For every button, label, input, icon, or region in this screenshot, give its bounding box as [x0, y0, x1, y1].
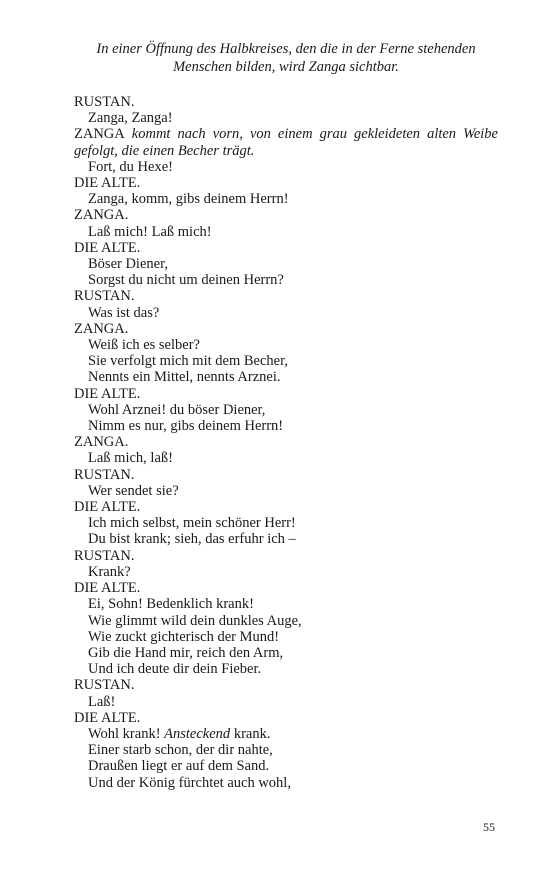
verse-line: Nennts ein Mittel, nennts Arznei. [88, 369, 281, 386]
verse-line: Gib die Hand mir, reich den Arm, [88, 644, 284, 661]
verse-line: Sorgst du nicht um deinen Herrn? [88, 272, 284, 289]
verse-line: Böser Diener, [88, 256, 168, 273]
speaker-name: RUSTAN. [74, 677, 135, 694]
verse-line: Wohl Arznei! du böser Diener, [88, 401, 266, 418]
verse-line: Laß mich, laß! [88, 450, 173, 467]
verse-line: Laß! [88, 693, 116, 710]
verse-line: Zanga, komm, gibs deinem Herrn! [88, 191, 289, 208]
speaker-name: DIE ALTE. [74, 499, 141, 516]
verse-line: Zanga, Zanga! [88, 110, 173, 127]
verse-line: Und ich deute dir dein Fieber. [88, 661, 262, 678]
verse-line: Nimm es nur, gibs deinem Herrn! [88, 418, 284, 435]
direction-text: kommt nach vorn, von einem grau gekleideten alten Weibe gefolgt, die einen Becher trägt. [74, 126, 498, 159]
verse-line: Wie glimmt wild dein dunkles Auge, [88, 612, 302, 629]
verse-line: Weiß ich es selber? [88, 337, 200, 354]
page-body [74, 40, 498, 791]
verse-line: Fort, du Hexe! [88, 158, 173, 175]
speaker-name: RUSTAN. [74, 94, 135, 110]
verse-line: Wie zuckt gichterisch der Mund! [88, 628, 280, 645]
verse-line: Einer starb schon, der dir nahte, [88, 742, 273, 759]
verse-line: Laß mich! Laß mich! [88, 223, 212, 240]
verse-line: Ich mich selbst, mein schöner Herr! [88, 515, 296, 532]
verse-line: Und der König fürchtet auch wohl, [88, 774, 291, 791]
speaker-name: ZANGA. [74, 434, 129, 451]
stage-direction-inline [74, 126, 498, 158]
speaker-name: DIE ALTE. [74, 385, 141, 402]
verse-line: Krank? [88, 563, 131, 580]
speaker-name: RUSTAN. [74, 288, 135, 305]
dialogue [74, 94, 498, 791]
speaker-name: ZANGA. [74, 207, 129, 224]
verse-line: Wer sendet sie? [88, 482, 179, 499]
stage-direction: In einer Öffnung des Halbkreises, den die in der Ferne stehenden Menschen bilden, wird Zanga sichtbar. [96, 41, 476, 75]
speaker-name: ZANGA. [74, 320, 129, 337]
verse-line: Du bist krank; sieh, das erfuhr ich – [88, 531, 296, 548]
page-number: 55 [483, 820, 495, 834]
verse-line: Draußen liegt er auf dem Sand. [88, 758, 270, 775]
speaker-name: RUSTAN. [74, 547, 135, 564]
speaker-name: DIE ALTE. [74, 239, 141, 256]
verse-line: Wohl krank! Ansteckend krank. [88, 725, 271, 742]
emphasis: Ansteckend [164, 725, 231, 742]
speaker-name: RUSTAN. [74, 466, 135, 483]
speaker-name: ZANGA [74, 126, 125, 143]
speaker-name: DIE ALTE. [74, 175, 141, 192]
verse-line: Was ist das? [88, 304, 160, 321]
verse-line: Sie verfolgt mich mit dem Becher, [88, 353, 288, 370]
speaker-name: DIE ALTE. [74, 580, 141, 597]
speaker-name: DIE ALTE. [74, 709, 141, 726]
verse-line: Ei, Sohn! Bedenklich krank! [88, 596, 254, 613]
